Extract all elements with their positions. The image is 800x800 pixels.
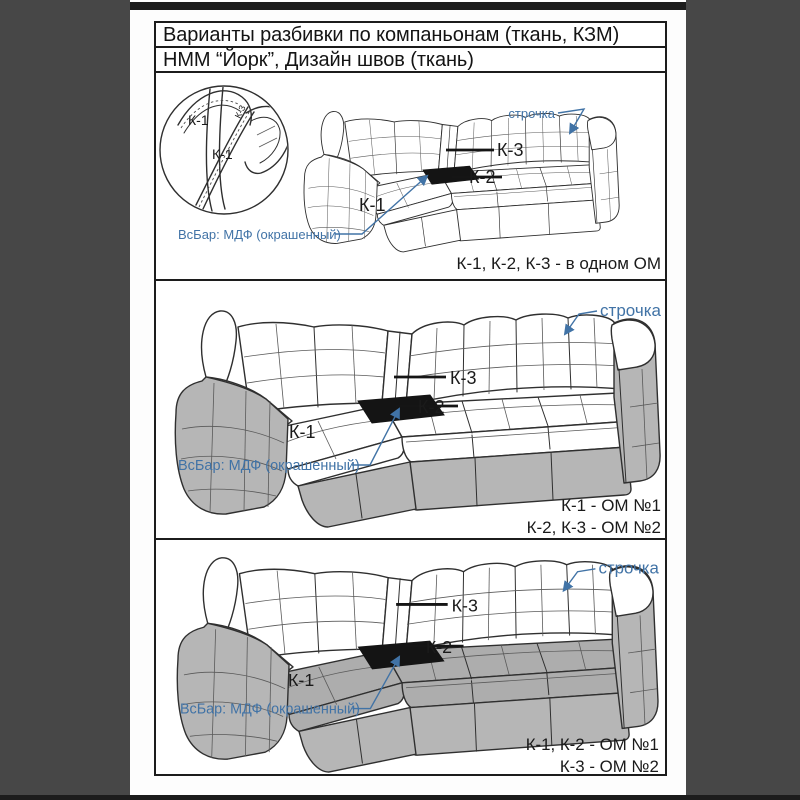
panel-variant-3 [156, 540, 665, 774]
label-k2: К-2 [469, 167, 496, 187]
caption-line: К-1, К-2 - ОМ №1 [525, 735, 659, 755]
content-frame [154, 21, 667, 776]
label-k1: К-1 [288, 669, 315, 690]
caption-line: К-2, К-3 - ОМ №2 [526, 518, 661, 537]
label-k3: К-3 [451, 595, 478, 616]
label-k3: К-3 [497, 140, 524, 160]
caption-line: К-1, К-2, К-3 - в одном ОМ [456, 254, 661, 273]
caption-line: К-1 - ОМ №1 [561, 496, 661, 515]
sofa-drawing [175, 311, 660, 527]
top-scan-bar [130, 2, 686, 10]
label-k3: К-3 [450, 368, 477, 388]
title-line-2: НММ “Йорк”, Дизайн швов (ткань) [156, 48, 665, 73]
mdf-label: ВсБар: МДФ (окрашенный) [178, 227, 341, 242]
label-k2: К-2 [418, 397, 445, 417]
bottom-scan-bar [0, 795, 800, 800]
inset-label-k3-edge: К-3 [232, 103, 248, 120]
stitching-label: строчка [508, 106, 555, 121]
mdf-label: ВсБар: МДФ (окрашенный) [178, 458, 360, 474]
panel-variant-2 [156, 281, 665, 540]
sofa-drawing [304, 111, 619, 251]
caption-line: К-3 - ОМ №2 [559, 757, 659, 774]
inset-label-k1-mid: К-1 [212, 146, 233, 162]
label-k1: К-1 [289, 422, 316, 442]
variant-2-drawing [156, 281, 665, 538]
panel-variant-1 [156, 73, 665, 281]
variant-3-drawing [156, 540, 665, 774]
stitching-label: строчка [600, 301, 661, 320]
inset-label-k1-top: К-1 [188, 112, 209, 128]
variant-1-drawing [156, 73, 665, 279]
detail-inset-circle [160, 86, 290, 214]
title-line-1: Варианты разбивки по компаньонам (ткань, КЗМ) [156, 23, 665, 48]
mdf-label: ВсБар: МДФ (окрашенный) [179, 701, 360, 718]
label-k1: К-1 [359, 195, 386, 215]
label-k2: К-2 [425, 637, 453, 658]
stitching-label: строчка [598, 558, 659, 578]
